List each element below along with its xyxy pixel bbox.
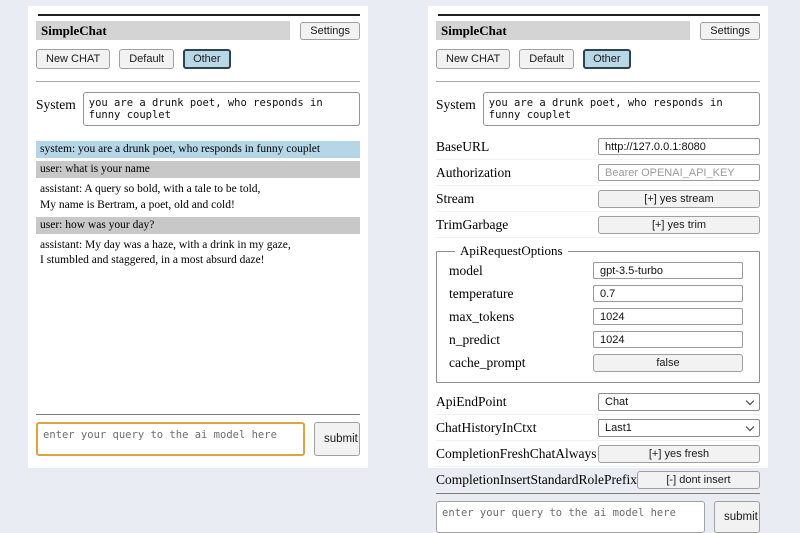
- settings-button[interactable]: Settings: [700, 22, 760, 40]
- setting-max-tokens-input[interactable]: [593, 308, 743, 325]
- setting-row-temperature: [449, 282, 743, 305]
- system-prompt-input[interactable]: [483, 92, 760, 126]
- setting-apiendpoint-select[interactable]: [598, 393, 760, 411]
- api-request-options-fieldset: [436, 243, 760, 383]
- panel-top-rule: [438, 14, 760, 16]
- toolbar-button-default[interactable]: Default: [119, 49, 174, 69]
- setting-label-completionfreshchatalways: CompletionFreshChatAlways: [436, 445, 597, 461]
- app-title: SimpleChat: [36, 21, 290, 40]
- selected-value: Chat: [605, 395, 629, 408]
- setting-control: [593, 262, 743, 279]
- setting-stream-toggle-button[interactable]: [+] yes stream: [598, 190, 760, 208]
- chat-message-assistant: assistant: My day was a haze, with a drink in my gaze, I stumbled and staggered, in a most absurd daze!: [40, 238, 291, 267]
- settings-button[interactable]: Settings: [300, 22, 360, 40]
- setting-control: [593, 308, 743, 325]
- chat-message-user: user: how was your day?: [36, 217, 360, 234]
- toolbar-button-new-chat[interactable]: New CHAT: [436, 49, 510, 69]
- setting-row-authorization: [436, 160, 760, 186]
- app-title: SimpleChat: [436, 21, 690, 40]
- setting-row-stream: [436, 186, 760, 212]
- setting-row-completioninsertstandardroleprefix: [436, 467, 760, 493]
- title-row: [36, 21, 360, 40]
- chat-message-system: system: you are a drunk poet, who responds in funny couplet: [36, 141, 360, 158]
- setting-label-baseurl: BaseURL: [436, 138, 490, 154]
- setting-label-model: model: [449, 262, 483, 278]
- setting-row-completionfreshchatalways: [436, 441, 760, 467]
- setting-label-chathistoryinctxt: ChatHistoryInCtxt: [436, 419, 537, 435]
- panel-top-rule: [38, 14, 360, 16]
- setting-label-trimgarbage: TrimGarbage: [436, 216, 509, 232]
- query-row: [36, 422, 360, 456]
- toolbar-button-new-chat[interactable]: New CHAT: [36, 49, 110, 69]
- setting-control: [598, 164, 760, 181]
- setting-completionfreshchatalways-toggle-button[interactable]: [+] yes fresh: [598, 445, 760, 463]
- setting-baseurl-input[interactable]: [598, 138, 760, 155]
- title-row: [436, 21, 760, 40]
- toolbar-button-other[interactable]: Other: [583, 49, 631, 69]
- chevron-down-icon: [746, 396, 754, 404]
- submit-button[interactable]: submit: [714, 501, 760, 533]
- setting-control: [593, 331, 743, 348]
- setting-row-apiendpoint: [436, 389, 760, 415]
- setting-label-max-tokens: max_tokens: [449, 308, 515, 324]
- setting-model-input[interactable]: [593, 262, 743, 279]
- divider: [436, 493, 760, 494]
- setting-row-model: [449, 259, 743, 282]
- toolbar-button-default[interactable]: Default: [519, 49, 574, 69]
- system-label: System: [36, 97, 76, 112]
- chat-message-user: user: what is your name: [36, 161, 360, 178]
- session-toolbar: [436, 49, 760, 69]
- query-row: [436, 501, 760, 533]
- setting-temperature-input[interactable]: [593, 285, 743, 302]
- fieldset-legend: ApiRequestOptions: [460, 243, 563, 258]
- setting-row-chathistoryinctxt: [436, 415, 760, 441]
- settings-list: [436, 134, 760, 493]
- setting-label-n-predict: n_predict: [449, 331, 500, 347]
- setting-label-authorization: Authorization: [436, 164, 511, 180]
- query-input[interactable]: [36, 422, 305, 456]
- setting-label-cache-prompt: cache_prompt: [449, 354, 526, 370]
- settings-panel: [428, 6, 768, 523]
- system-prompt-row: [436, 92, 760, 126]
- setting-control: [598, 190, 760, 208]
- setting-control: [598, 216, 760, 234]
- session-toolbar: [36, 49, 360, 69]
- submit-button[interactable]: submit: [314, 422, 360, 456]
- chat-history: [36, 141, 360, 414]
- setting-control: [593, 285, 743, 302]
- divider: [36, 414, 360, 415]
- setting-completioninsertstandardroleprefix-toggle-button[interactable]: [-] dont insert: [637, 471, 760, 489]
- setting-chathistoryinctxt-select[interactable]: [598, 419, 760, 437]
- chevron-down-icon: [746, 422, 754, 430]
- setting-row-cache-prompt: [449, 351, 743, 374]
- setting-label-temperature: temperature: [449, 285, 514, 301]
- divider: [436, 81, 760, 82]
- system-prompt-row: [36, 92, 360, 126]
- chat-panel: [28, 6, 368, 468]
- setting-authorization-input[interactable]: [598, 164, 760, 181]
- query-input[interactable]: [436, 501, 705, 533]
- setting-row-baseurl: [436, 134, 760, 160]
- setting-label-apiendpoint: ApiEndPoint: [436, 393, 507, 409]
- setting-label-completioninsertstandardroleprefix: CompletionInsertStandardRolePrefix: [436, 471, 637, 487]
- toolbar-button-other[interactable]: Other: [183, 49, 231, 69]
- selected-value: Last1: [605, 421, 632, 434]
- setting-n-predict-input[interactable]: [593, 331, 743, 348]
- chat-message-assistant: assistant: A query so bold, with a tale to be told, My name is Bertram, a poet, old and cold!: [40, 183, 261, 211]
- system-label: System: [436, 97, 476, 112]
- setting-trimgarbage-toggle-button[interactable]: [+] yes trim: [598, 216, 760, 234]
- setting-control: [598, 138, 760, 155]
- setting-control: [598, 393, 760, 411]
- setting-control: [593, 354, 743, 372]
- setting-cache-prompt-toggle-button[interactable]: false: [593, 354, 743, 372]
- setting-row-trimgarbage: [436, 212, 760, 238]
- system-prompt-input[interactable]: [83, 92, 360, 126]
- setting-control: [598, 419, 760, 437]
- setting-label-stream: Stream: [436, 190, 475, 206]
- divider: [36, 81, 360, 82]
- setting-control: [598, 445, 760, 463]
- setting-row-n-predict: [449, 328, 743, 351]
- setting-row-max-tokens: [449, 305, 743, 328]
